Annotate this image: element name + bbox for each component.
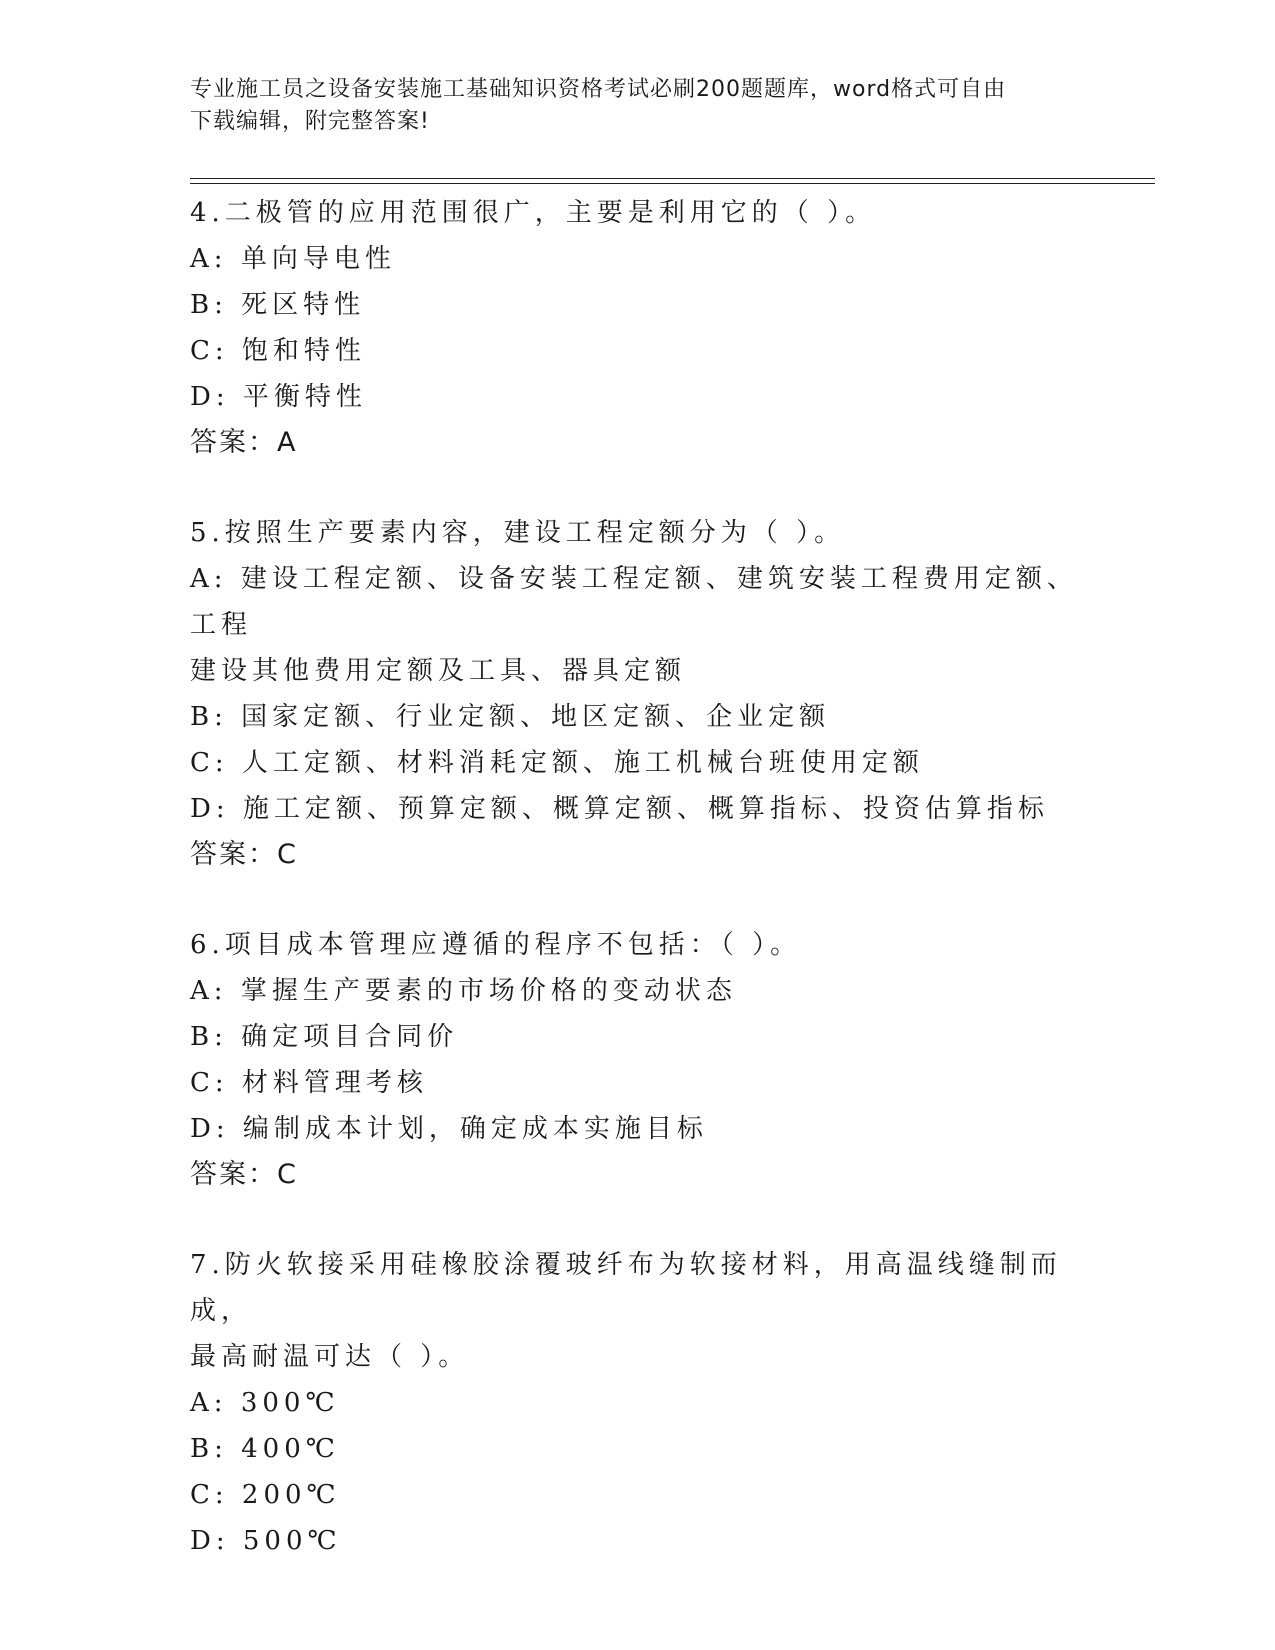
option-label: D: bbox=[190, 382, 230, 412]
option-d bbox=[190, 374, 1090, 420]
option-label: B: bbox=[190, 1434, 228, 1464]
option-a bbox=[190, 556, 1090, 648]
answer: 答案：C bbox=[190, 839, 298, 870]
option-text: 饱和特性 bbox=[241, 336, 366, 366]
option-text: 400℃ bbox=[241, 1434, 340, 1464]
option-text: 单向导电性 bbox=[240, 244, 396, 274]
header-line-1: 专业施工员之设备安装施工基础知识资格考试必刷200题题库，word格式可自由 bbox=[190, 77, 1007, 102]
answer: 答案：A bbox=[190, 427, 298, 458]
option-text: 建设工程定额、设备安装工程定额、建筑安装工程费用定额、工程 bbox=[190, 564, 1078, 640]
option-text: 200℃ bbox=[241, 1480, 341, 1510]
option-label: A: bbox=[190, 976, 228, 1006]
option-label: B: bbox=[190, 1022, 228, 1052]
option-a bbox=[190, 968, 1090, 1014]
answer: 答案：C bbox=[190, 1159, 298, 1190]
option-label: D: bbox=[190, 1526, 230, 1556]
option-text: 国家定额、行业定额、地区定额、企业定额 bbox=[241, 702, 831, 732]
header-divider-bottom bbox=[190, 183, 1155, 184]
option-text: 掌握生产要素的市场价格的变动状态 bbox=[240, 976, 737, 1006]
document-header bbox=[190, 74, 1090, 138]
option-a bbox=[190, 236, 1090, 282]
option-b bbox=[190, 1426, 1090, 1472]
question-stem: 7.防火软接采用硅橡胶涂覆玻纤布为软接材料，用高温线缝制而成， bbox=[190, 1250, 1062, 1326]
option-text: 500℃ bbox=[242, 1526, 342, 1556]
option-text: 300℃ bbox=[240, 1388, 340, 1418]
option-b bbox=[190, 1014, 1090, 1060]
option-a bbox=[190, 1380, 1090, 1426]
header-line-2: 下载编辑，附完整答案! bbox=[190, 109, 430, 134]
option-text: 确定项目合同价 bbox=[241, 1022, 459, 1052]
option-d bbox=[190, 1106, 1090, 1152]
option-label: B: bbox=[190, 702, 228, 732]
option-c bbox=[190, 740, 1090, 786]
option-c bbox=[190, 328, 1090, 374]
option-text: 人工定额、材料消耗定额、施工机械台班使用定额 bbox=[241, 748, 924, 778]
option-text: 死区特性 bbox=[241, 290, 366, 320]
option-label: A: bbox=[190, 244, 228, 274]
option-d bbox=[190, 786, 1090, 832]
question-stem: 6.项目成本管理应遵循的程序不包括：（ ）。 bbox=[190, 930, 802, 960]
option-text: 编制成本计划，确定成本实施目标 bbox=[242, 1114, 708, 1144]
option-label: A: bbox=[190, 1388, 228, 1418]
header-divider-top bbox=[190, 178, 1155, 179]
question-stem: 4.二极管的应用范围很广，主要是利用它的（ ）。 bbox=[190, 198, 877, 228]
option-b bbox=[190, 694, 1090, 740]
question-stem: 5.按照生产要素内容，建设工程定额分为（ ）。 bbox=[190, 518, 846, 548]
option-label: C: bbox=[190, 1480, 229, 1510]
option-text: 材料管理考核 bbox=[241, 1068, 428, 1098]
option-c bbox=[190, 1472, 1090, 1518]
option-label: A: bbox=[190, 564, 228, 594]
option-label: C: bbox=[190, 1068, 229, 1098]
option-d bbox=[190, 1518, 1090, 1564]
option-label: D: bbox=[190, 1114, 230, 1144]
option-c bbox=[190, 1060, 1090, 1106]
option-label: D: bbox=[190, 794, 230, 824]
question-4 bbox=[190, 190, 1090, 466]
question-6 bbox=[190, 922, 1090, 1198]
question-stem-continuation: 最高耐温可达（ ）。 bbox=[190, 1342, 470, 1372]
option-label: C: bbox=[190, 748, 229, 778]
option-a-continuation: 建设其他费用定额及工具、器具定额 bbox=[190, 656, 687, 686]
question-7 bbox=[190, 1242, 1090, 1564]
question-list bbox=[190, 190, 1090, 1608]
option-text: 平衡特性 bbox=[242, 382, 367, 412]
option-label: B: bbox=[190, 290, 228, 320]
question-5 bbox=[190, 510, 1090, 878]
option-label: C: bbox=[190, 336, 229, 366]
option-b bbox=[190, 282, 1090, 328]
option-text: 施工定额、预算定额、概算定额、概算指标、投资估算指标 bbox=[242, 794, 1049, 824]
